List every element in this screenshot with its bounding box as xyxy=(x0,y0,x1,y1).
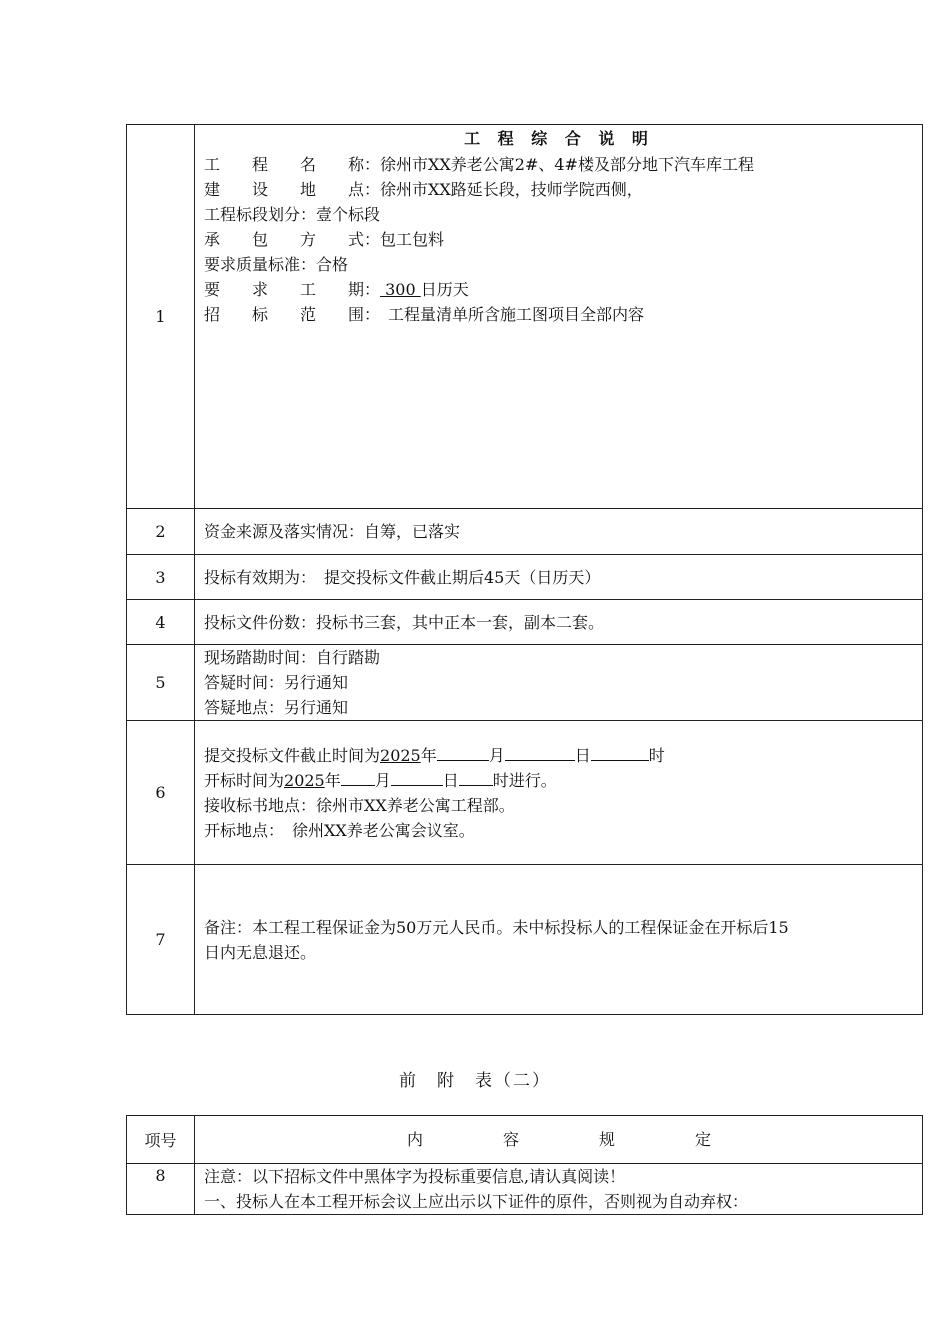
table-row xyxy=(127,865,923,1015)
notice-line-1: 注意：以下招标文件中黑体字为投标重要信息,请认真阅读！ xyxy=(204,1167,626,1186)
qa-place: 答疑地点：另行通知 xyxy=(204,698,349,717)
blank-hour xyxy=(591,744,649,761)
quality-standard: 要求质量标准：合格 xyxy=(204,255,349,274)
opening-place: 开标地点： 徐州XX养老公寓会议室。 xyxy=(204,820,475,840)
notice-cell xyxy=(195,1164,923,1215)
table-row xyxy=(127,555,923,600)
project-section: 工程标段划分：壹个标段 xyxy=(204,205,381,224)
header-content: 内 容 规 定 xyxy=(195,1116,923,1164)
project-name: 工 程 名 称：徐州市XX养老公寓2#、4#楼及部分地下汽车库工程 xyxy=(204,155,754,174)
remarks-line-2: 日内无息退还。 xyxy=(204,942,317,962)
period-label: 要 求 工 期： xyxy=(204,280,381,299)
bid-validity: 投标有效期为： 提交投标文件截止期后45天（日历天） xyxy=(195,555,923,600)
header-item-number: 项号 xyxy=(127,1116,195,1164)
blank-month xyxy=(437,744,489,761)
row-number: 2 xyxy=(127,509,195,555)
bid-scope: 招 标 范 围： 工程量清单所含施工图项目全部内容 xyxy=(204,305,645,324)
construction-period xyxy=(204,277,914,302)
deadline-line: 提交投标文件截止时间为2025年 月 日 时 xyxy=(204,745,665,765)
bid-copies: 投标文件份数：投标书三套，其中正本一套，副本二套。 xyxy=(195,600,923,645)
table-row xyxy=(127,600,923,645)
project-summary-cell xyxy=(195,125,923,509)
row-number: 4 xyxy=(127,600,195,645)
table-header-row xyxy=(127,1116,923,1164)
section-title: 前 附 表（二） xyxy=(399,1071,551,1091)
row-number: 5 xyxy=(127,645,195,721)
opening-year: 2025 xyxy=(284,770,325,790)
blank-hour xyxy=(459,769,493,786)
contract-method: 承 包 方 式：包工包料 xyxy=(204,230,445,249)
row-number: 6 xyxy=(127,721,195,865)
site-visit-time: 现场踏勘时间：自行踏勘 xyxy=(204,648,381,667)
table-row xyxy=(127,509,923,555)
row-number: 3 xyxy=(127,555,195,600)
table-row xyxy=(127,721,923,865)
period-unit: 日历天 xyxy=(420,280,469,299)
funding-source: 资金来源及落实情况：自筹，已落实 xyxy=(195,509,923,555)
table-row xyxy=(127,645,923,721)
deadline-year: 2025 xyxy=(380,745,421,765)
receive-place: 接收标书地点：徐州市XX养老公寓工程部。 xyxy=(204,795,515,815)
project-location: 建 设 地 点：徐州市XX路延长段，技师学院西侧， xyxy=(204,180,643,199)
attached-table-two xyxy=(126,1115,923,1215)
row-number: 7 xyxy=(127,865,195,1015)
remarks-cell xyxy=(195,865,923,1015)
row-number: 8 xyxy=(127,1164,195,1215)
table-row xyxy=(127,125,923,509)
table-row xyxy=(127,1164,923,1215)
period-value: 300 xyxy=(380,280,421,299)
blank-month xyxy=(341,769,375,786)
qa-time: 答疑时间：另行通知 xyxy=(204,673,349,692)
project-summary-title: 工 程 综 合 说 明 xyxy=(464,129,654,148)
notice-line-2: 一、投标人在本工程开标会议上应出示以下证件的原件，否则视为自动弃权： xyxy=(204,1192,749,1211)
schedule-cell xyxy=(195,721,923,865)
remarks-line-1: 备注：本工程工程保证金为50万元人民币。未中标投标人的工程保证金在开标后15 xyxy=(204,917,789,937)
site-visit-cell xyxy=(195,645,923,721)
blank-day xyxy=(505,744,575,761)
blank-day xyxy=(391,769,443,786)
row-number: 1 xyxy=(127,125,195,509)
opening-time-line: 开标时间为2025年 月 日 时进行。 xyxy=(204,770,557,790)
bid-summary-table xyxy=(126,124,923,1015)
